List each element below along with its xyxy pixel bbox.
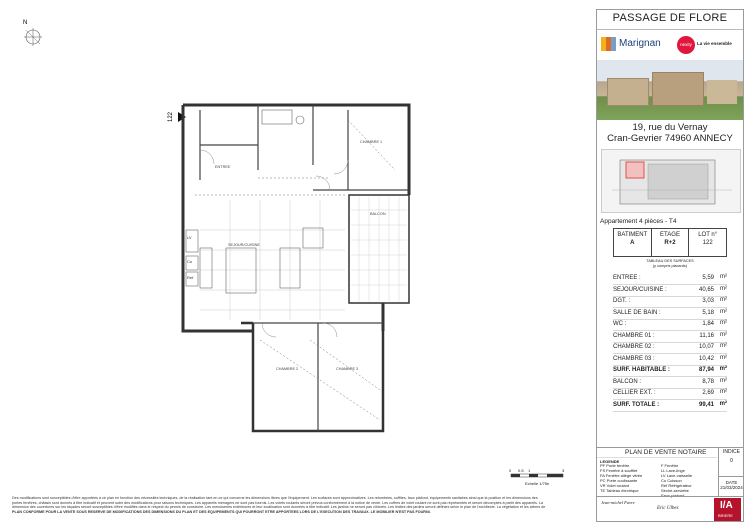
legend-item: FS Fenêtre à soufflet	[600, 468, 638, 473]
logo-bar	[597, 29, 743, 61]
briere-logo-text: BRIERE	[718, 513, 733, 518]
project-title: PASSAGE DE FLORE	[612, 12, 728, 24]
legend-left-column	[600, 463, 660, 493]
legend-item: VR Volet roulant	[600, 483, 629, 488]
lot-label: LOT n°	[698, 232, 718, 238]
briere-logo-mark-icon: I/A	[720, 500, 733, 511]
surface-row	[613, 297, 727, 308]
surface-row-value: 1,84	[702, 321, 714, 327]
room-label-chambre3: CHAMBRE 3	[336, 367, 359, 371]
surface-row	[613, 401, 727, 412]
surface-row	[613, 274, 727, 285]
surface-row-unit: m²	[720, 297, 727, 303]
surface-row-unit: m²	[720, 343, 727, 349]
site-plan-thumbnail	[601, 149, 741, 213]
lot-value: 122	[702, 240, 713, 246]
address-line-1: 19, rue du Vernay	[632, 122, 708, 133]
legend-item: LV Lave-vaisselle	[661, 473, 693, 478]
surface-row-label: SURF. HABITABLE :	[613, 367, 670, 373]
surface-table-header	[597, 259, 743, 269]
room-label-chambre1: CHAMBRE 1	[360, 140, 383, 144]
surface-row-value: 2,69	[702, 390, 714, 396]
legend-item: Cu Cuisson	[661, 478, 682, 483]
surface-row-value: 3,03	[702, 298, 714, 304]
surface-row-value: 10,42	[698, 355, 714, 362]
floor-label: ETAGE	[660, 232, 680, 238]
surface-table-subtitle: (y compris placards)	[652, 264, 688, 268]
surface-row	[613, 355, 727, 366]
date-value: 21/03/2024	[720, 485, 743, 490]
surface-row	[613, 332, 727, 343]
legend-item: PC Porte coulissante	[600, 478, 638, 483]
legend-item: Sèche-serviette	[661, 488, 689, 493]
indice-value: 0	[730, 458, 733, 464]
surface-row-unit: m²	[720, 274, 727, 280]
surface-row-label: DGT. :	[613, 298, 631, 304]
marignan-logo-icon	[601, 37, 617, 51]
footer-line-1: Des modifications sont susceptibles d'être apportées à ce plan en fonction des nécessités techniques, de la réalisation tant en ce qui concerne les dimensions libres que l'équipement. Les surfaces sont approximatives. Les retombées, soffites, faux plafond, équipements sanitaires ainsi que la position et les dimensions des	[12, 496, 538, 500]
svg-text:Cu: Cu	[187, 259, 193, 264]
surface-row-label: BALCON :	[613, 378, 642, 385]
section-marker-label: 122	[168, 111, 174, 122]
architect2-logo: Eric Ulbes	[657, 506, 679, 511]
scale-bar	[509, 466, 589, 493]
date-box	[718, 476, 744, 497]
surface-row-unit: m²	[720, 331, 727, 338]
surface-row-label: CELLIER EXT. :	[613, 390, 656, 396]
nexity-tagline: La vie ensemble	[697, 41, 732, 46]
plan-title: PLAN DE VENTE NOTAIRE	[625, 449, 707, 456]
marignan-logo-text: Marignan	[619, 38, 661, 49]
scale-tick-05: 0.5	[518, 468, 524, 473]
surface-row-unit: m²	[719, 400, 727, 407]
room-label-entree: ENTREE	[215, 165, 231, 169]
legend-item: TE Tableau électrique	[600, 488, 639, 493]
indice-label: INDICE	[723, 449, 740, 455]
legend	[597, 457, 717, 498]
building-label: BATIMENT	[617, 232, 648, 238]
surface-row-unit: m²	[719, 366, 727, 372]
address-block	[597, 122, 743, 144]
legend-item: LL Lave-linge	[661, 468, 685, 473]
legend-item: F Fenêtre	[661, 463, 679, 468]
surface-row-value: 10,07	[698, 344, 714, 350]
legend-item: Faux-plafond	[661, 493, 685, 498]
footer-line-2: portes fenêtres, châssis sont donnés à titre indicatif et peuvent subir des modifications pour raisons techniques. Les appareils ménagers ne sont pas fournis. Les volets roulants seront prévus conformément à la notice de vente. Les coffres de volet roulant ne sont pas représentés et seront décomptés à partir des appareils. La	[12, 500, 544, 505]
scale-tick-1: 1	[528, 468, 531, 473]
date-label: DATE	[725, 480, 738, 485]
architect-logo: Jean-michel Favre	[601, 500, 635, 505]
apartment-type: Appartement 4 pièces - T4	[600, 218, 677, 225]
surface-row-label: ENTREE :	[613, 275, 641, 281]
surface-row-unit: m²	[720, 285, 727, 292]
surface-row-value: 11,16	[699, 332, 714, 339]
surface-row-value: 8,78	[702, 378, 714, 385]
scale-tick-3: 3	[562, 468, 565, 473]
floor-value: R+2	[664, 240, 676, 246]
surface-row-unit: m²	[720, 354, 727, 361]
address-line-2: Cran-Gevrier 74960 ANNECY	[607, 133, 733, 144]
surface-row	[613, 309, 727, 320]
surface-row	[613, 320, 727, 331]
surface-table-title: TABLEAU DES SURFACES	[646, 259, 694, 263]
scale-label: Echelle 1/75e	[525, 481, 550, 486]
svg-text:LV: LV	[187, 235, 192, 240]
legend-item: Réf Réfrigérateur	[661, 483, 692, 488]
room-label-chambre2: CHAMBRE 2	[276, 367, 299, 371]
footer-disclaimer	[12, 496, 592, 514]
compass-icon	[24, 28, 42, 46]
legend-item: FA Fenêtre allège vitrée	[600, 473, 643, 478]
lot-info-box	[613, 228, 727, 257]
surface-row-value: 87,94	[698, 367, 714, 373]
surface-row-value: 5,18	[702, 309, 714, 316]
building-rendering-image	[597, 60, 743, 120]
briere-logo	[714, 498, 741, 521]
compass-north-label: N	[23, 20, 28, 26]
surface-row-value: 40,65	[698, 286, 714, 293]
surface-row	[613, 366, 727, 377]
surface-row-label: SALLE DE BAIN :	[613, 309, 661, 316]
legend-right-column	[661, 463, 717, 498]
surface-row-label: CHAMBRE 01 :	[613, 332, 655, 339]
surface-row-label: CHAMBRE 03 :	[613, 355, 655, 362]
scale-tick-0: 0	[509, 468, 512, 473]
surface-row-unit: m²	[720, 389, 727, 395]
footer-line-3: dimension des ouvertures sur les façades seront susceptibles d'être modifiés dans le respect du permis de construire. Les menuiseries extérieures et leur localisation sont données à titre indicatif. Les jardins ne seront pas clôturés. Les limites des jardins seront définies selon le plan de l'architecte. La végétation et les arbres de	[12, 505, 546, 510]
surface-row-label: SEJOUR/CUISINE :	[613, 286, 667, 293]
surface-row-unit: m²	[720, 308, 727, 315]
surface-row-label: SURF. TOTALE :	[613, 401, 660, 408]
surface-row-label: CHAMBRE 02 :	[613, 344, 655, 350]
legend-title: LEGENDE	[600, 459, 620, 464]
surface-row-label: WC :	[613, 321, 627, 327]
title-block	[596, 9, 744, 522]
footer-line-4: PLAN CONFORME POUR LA VENTE SOUS RESERVE DE MODIFICATIONS DES DIMENSIONS DU PLAN ET DES EQUIPEMENTS QUI POURRONT ETRE APPORTEES LORS DE L'EXECUTION DES TRAVAUX. LE MOBILIER N'EST PAS FOURNI.	[12, 509, 431, 514]
bottom-logos	[597, 496, 743, 522]
surface-row-unit: m²	[720, 377, 727, 384]
building-value: A	[630, 240, 635, 246]
surface-row	[613, 286, 727, 297]
svg-text:Ref: Ref	[187, 275, 194, 280]
room-label-sejour: SEJOUR/CUISINE	[228, 243, 260, 247]
surface-row	[613, 343, 727, 354]
surface-row	[613, 378, 727, 389]
surface-row-unit: m²	[720, 320, 727, 326]
surface-row	[613, 389, 727, 400]
legend-item: PF Porte fenêtre	[600, 463, 630, 468]
room-label-balcon: BALCON	[370, 212, 386, 216]
surface-row-value: 99,41	[698, 401, 714, 408]
nexity-logo: nexity	[677, 36, 695, 54]
surface-row-value: 5,59	[702, 275, 714, 281]
